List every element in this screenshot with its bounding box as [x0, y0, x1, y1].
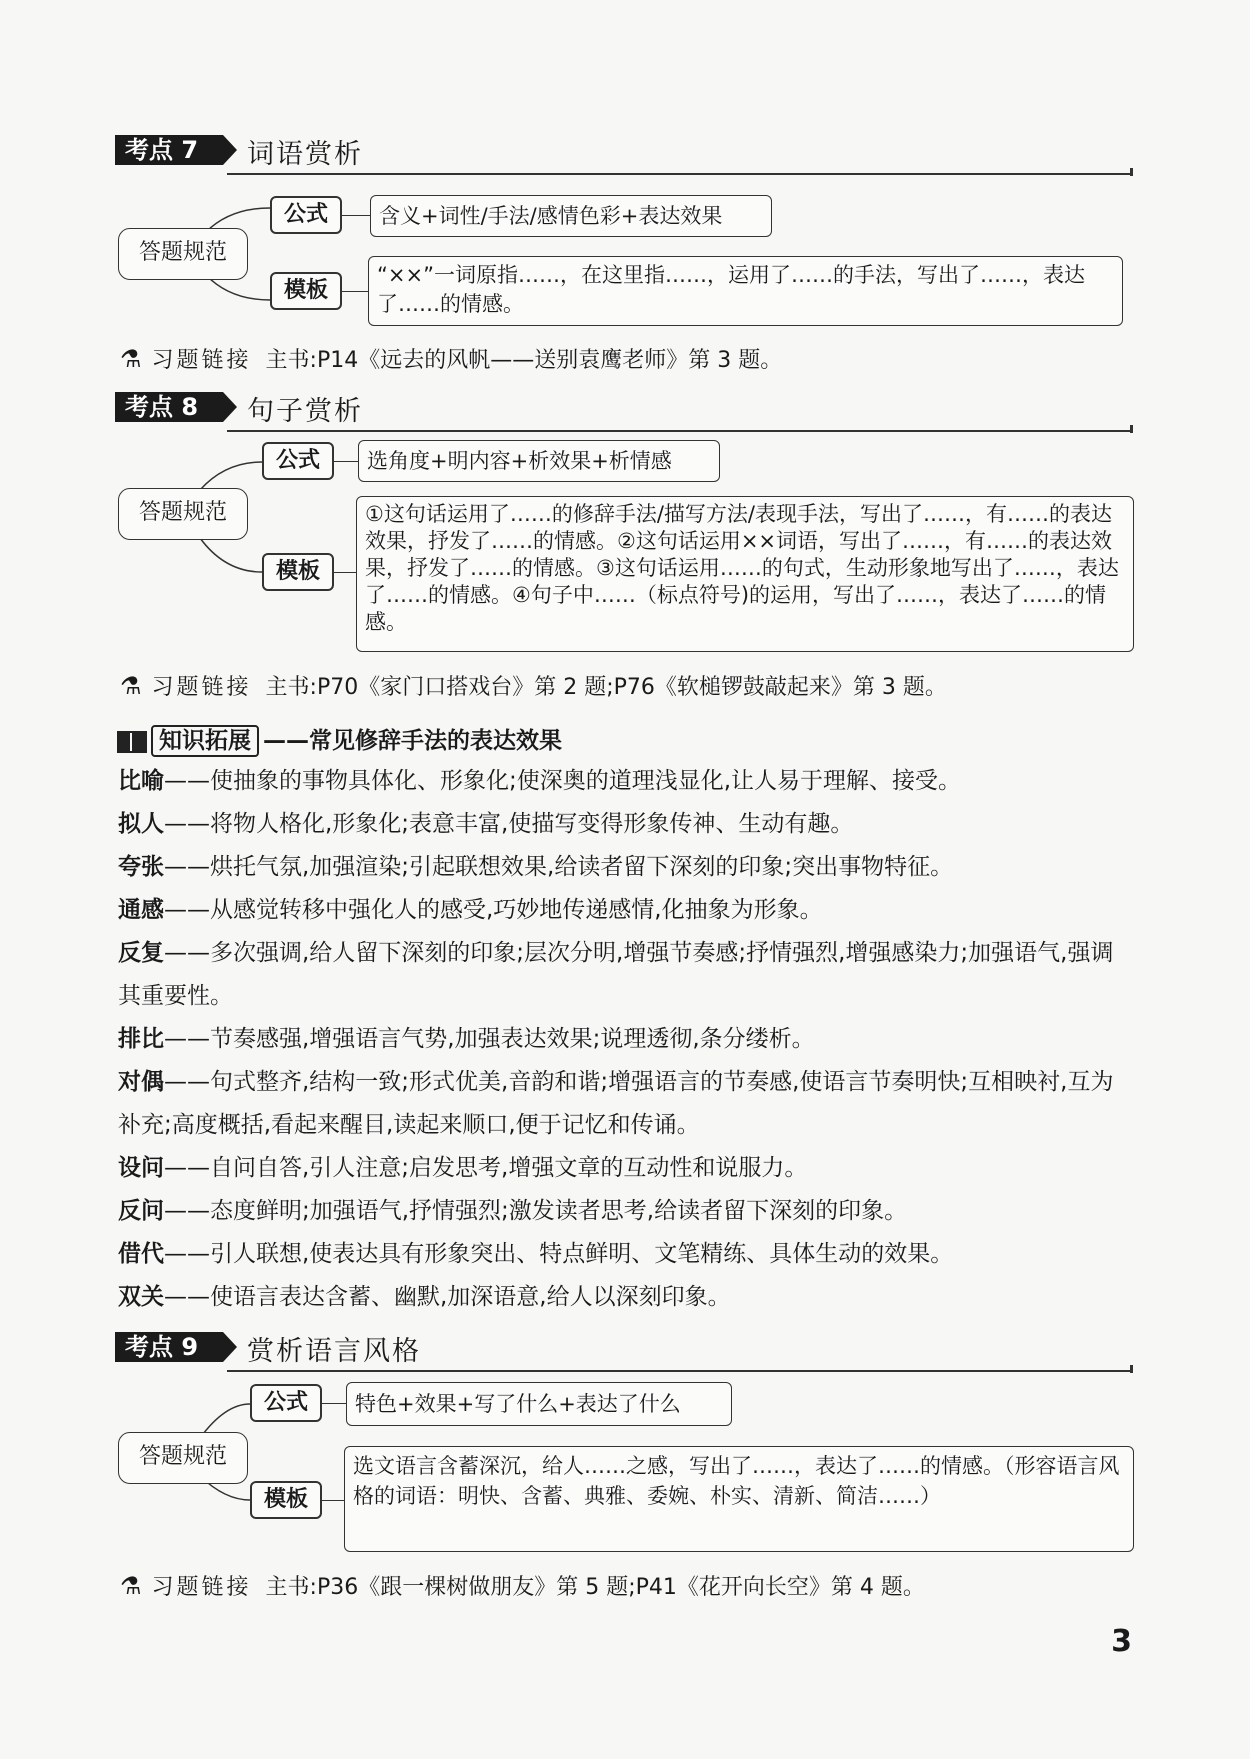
section-8-tag: 考点 8: [115, 392, 223, 422]
rhetoric-item: 拟人——将物人格化,形象化;表意丰富,使描写变得形象传神、生动有趣。: [118, 811, 854, 837]
section-9-header: [115, 1332, 1133, 1378]
knowledge-extension-title: ——常见修辞手法的表达效果: [263, 728, 562, 754]
template-text: ①这句话运用了……的修辞手法/描写方法/表现手法，写出了……，有……的表达效果，抒发了……的情感。②这句话运用××词语，写出了……，有……的表达效果，抒发了……的情感。③这句话运用……的句式，生动形象地写出了……，表达了……的情感。④句子中……（标点符号)的运用，写出了……，表达了……的情感。: [356, 496, 1134, 652]
connector-line: [342, 291, 370, 292]
answer-norm-node: 答题规范: [118, 488, 248, 540]
formula-text: 含义+词性/手法/感情色彩+表达效果: [370, 195, 772, 237]
answer-norm-node: 答题规范: [118, 228, 248, 280]
rhetoric-item: 夸张——烘托气氛,加强渲染;引起联想效果,给读者留下深刻的印象;突出事物特征。: [118, 854, 954, 880]
tag-arrow-icon: [223, 1332, 237, 1362]
formula-label: 公式: [270, 196, 342, 234]
section-rule: [227, 430, 1133, 432]
section-rule: [227, 1370, 1133, 1372]
section-9-tag: 考点 9: [115, 1332, 223, 1362]
link-icon: ⚗: [120, 672, 142, 700]
link-label: 习题链接: [151, 675, 252, 700]
section-rule-end: [1130, 425, 1133, 433]
book-icon: [117, 731, 147, 753]
link-text: 主书:P14《远去的风帆——送别袁鹰老师》第 3 题。: [265, 348, 783, 373]
rhetoric-item: 双关——使语言表达含蓄、幽默,加深语意,给人以深刻印象。: [118, 1284, 731, 1310]
rhetoric-item: 反复——多次强调,给人留下深刻的印象;层次分明,增强节奏感;抒情强烈,增强感染力;加强语气,强调其重要性。: [118, 940, 1114, 1009]
exercise-link-7: [120, 343, 782, 374]
template-label: 模板: [270, 272, 342, 310]
section-rule-end: [1130, 1365, 1133, 1373]
rhetoric-item: 对偶——句式整齐,结构一致;形式优美,音韵和谐;增强语言的节奏感,使语言节奏明快;互相映衬,互为补充;高度概括,看起来醒目,读起来顺口,便于记忆和传诵。: [118, 1069, 1114, 1138]
template-label: 模板: [262, 553, 334, 591]
rhetoric-item: 比喻——使抽象的事物具体化、形象化;使深奥的道理浅显化,让人易于理解、接受。: [118, 768, 962, 794]
formula-label: 公式: [262, 442, 334, 480]
link-icon: ⚗: [120, 345, 142, 373]
section-8-header: [115, 392, 1133, 438]
link-text: 主书:P70《家门口搭戏台》第 2 题;P76《软槌锣鼓敲起来》第 3 题。: [265, 675, 947, 700]
link-icon: ⚗: [120, 1572, 142, 1600]
rhetoric-item: 反问——态度鲜明;加强语气,抒情强烈;激发读者思考,给读者留下深刻的印象。: [118, 1198, 908, 1224]
tag-arrow-icon: [223, 392, 237, 422]
rhetoric-item: 通感——从感觉转移中强化人的感受,巧妙地传递感情,化抽象为形象。: [118, 897, 823, 923]
link-label: 习题链接: [151, 1575, 252, 1600]
link-label: 习题链接: [151, 348, 252, 373]
section-8-title: 句子赏析: [247, 396, 363, 427]
connector-line: [334, 461, 360, 462]
formula-text: 选角度+明内容+析效果+析情感: [358, 440, 720, 482]
exercise-link-8: [120, 670, 947, 701]
template-text: “××”一词原指……，在这里指……，运用了……的手法，写出了……，表达了……的情感。: [368, 256, 1123, 326]
connector-line: [342, 215, 372, 216]
connector-line: [322, 1403, 348, 1404]
exercise-link-9: [120, 1570, 925, 1601]
rhetoric-item: 设问——自问自答,引人注意;启发思考,增强文章的互动性和说服力。: [118, 1155, 808, 1181]
section-7-tag: 考点 7: [115, 135, 223, 165]
knowledge-extension-header: [117, 722, 562, 757]
section-7-title: 词语赏析: [247, 139, 363, 170]
formula-label: 公式: [250, 1384, 322, 1422]
rhetoric-item: 借代——引人联想,使表达具有形象突出、特点鲜明、文笔精练、具体生动的效果。: [118, 1241, 954, 1267]
section-9-title: 赏析语言风格: [247, 1336, 421, 1367]
template-text: 选文语言含蓄深沉，给人……之感，写出了……，表达了……的情感。（形容语言风格的词语：明快、含蓄、典雅、委婉、朴实、清新、简洁……）: [344, 1446, 1134, 1552]
knowledge-extension-tag: 知识拓展: [151, 725, 259, 757]
answer-norm-node: 答题规范: [118, 1432, 248, 1484]
rhetoric-item: 排比——节奏感强,增强语言气势,加强表达效果;说理透彻,条分缕析。: [118, 1026, 815, 1052]
formula-text: 特色+效果+写了什么+表达了什么: [346, 1382, 732, 1426]
page-number: 3: [1111, 1624, 1132, 1659]
link-text: 主书:P36《跟一棵树做朋友》第 5 题;P41《花开向长空》第 4 题。: [265, 1575, 925, 1600]
template-label: 模板: [250, 1481, 322, 1519]
